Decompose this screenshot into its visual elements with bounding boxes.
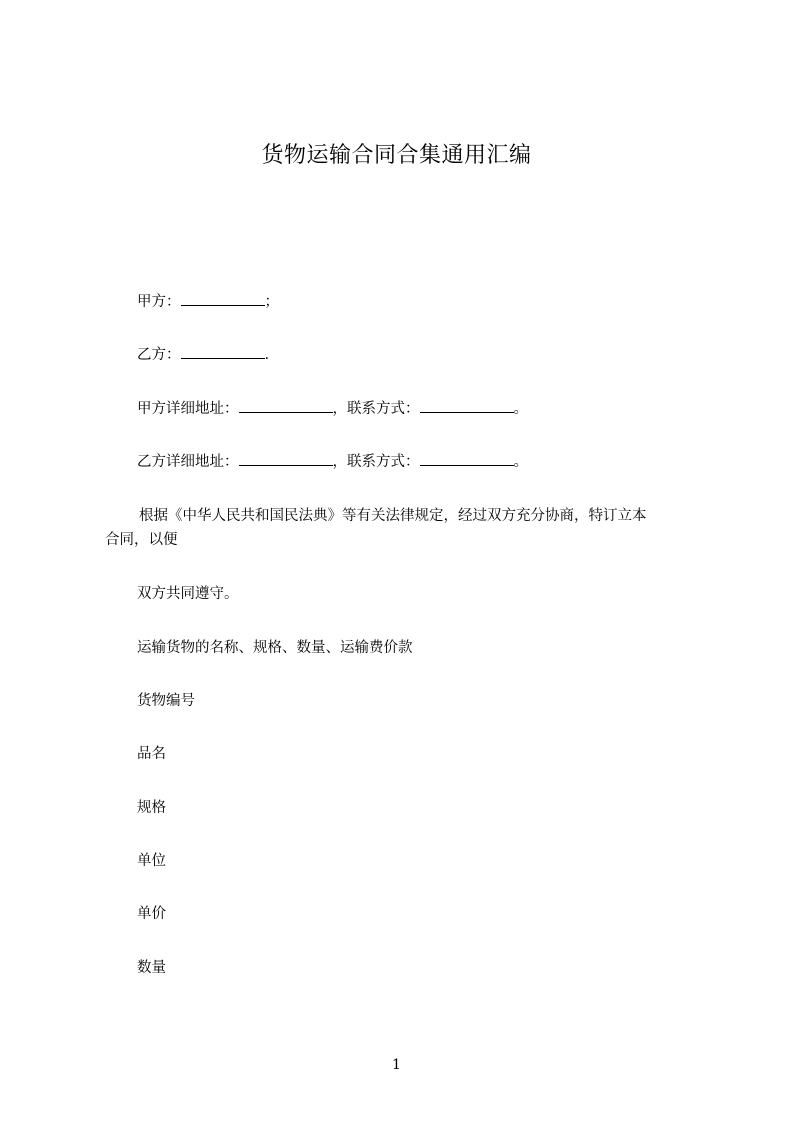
- preamble-paragraph: [105, 504, 705, 552]
- party-b-label: 乙方：: [137, 347, 181, 363]
- observe-line: 双方共同遵守。: [137, 586, 239, 602]
- party-a-address-line: [137, 398, 528, 419]
- party-a-address-blank[interactable]: [239, 398, 333, 413]
- party-a-address-end: 。: [513, 401, 528, 417]
- party-a-address-label: 甲方详细地址：: [137, 401, 239, 417]
- party-a-end: ；: [264, 294, 279, 310]
- field-goods-number: 货物编号: [137, 693, 195, 709]
- party-b-contact-label: ，联系方式：: [332, 454, 420, 470]
- field-product-name: 品名: [137, 746, 166, 762]
- party-b-line: [137, 344, 269, 365]
- party-b-address-label: 乙方详细地址：: [137, 454, 239, 470]
- preamble-line-2: 合同，以便: [105, 532, 178, 548]
- field-quantity: 数量: [137, 960, 166, 976]
- party-a-line: [137, 291, 279, 312]
- party-a-blank[interactable]: [181, 291, 265, 306]
- party-b-address-line: [137, 451, 528, 472]
- party-a-contact-blank[interactable]: [420, 398, 514, 413]
- preamble-line-1: 根据《中华人民共和国民法典》等有关法律规定，经过双方充分协商，特订立本: [139, 508, 647, 524]
- field-specification: 规格: [137, 800, 166, 816]
- document-title: 货物运输合同合集通用汇编: [261, 143, 532, 168]
- party-b-address-end: 。: [513, 454, 528, 470]
- field-unit: 单位: [137, 853, 166, 869]
- party-b-contact-blank[interactable]: [420, 451, 514, 466]
- section-heading: 运输货物的名称、规格、数量、运输费价款: [137, 640, 413, 656]
- party-b-end: .: [264, 347, 270, 363]
- party-b-blank[interactable]: [181, 344, 265, 359]
- field-unit-price: 单价: [137, 906, 166, 922]
- party-a-contact-label: ，联系方式：: [332, 401, 420, 417]
- party-b-address-blank[interactable]: [239, 451, 333, 466]
- party-a-label: 甲方：: [137, 294, 181, 310]
- page-number: 1: [392, 1057, 401, 1073]
